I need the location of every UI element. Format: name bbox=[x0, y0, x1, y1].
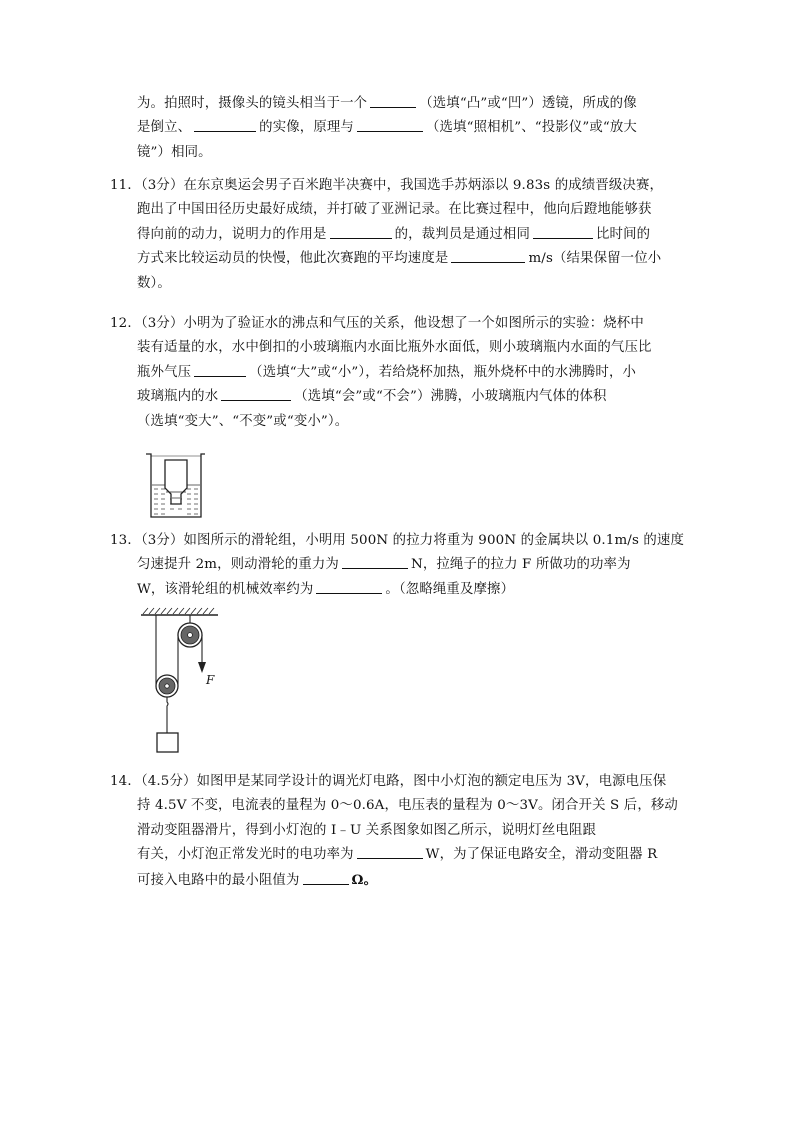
answer-blank-q11-2[interactable] bbox=[533, 224, 593, 239]
q11-line-1 bbox=[110, 174, 685, 198]
question-number: 14． bbox=[110, 774, 141, 789]
q10-text: （选填“凸”或“凹”）透镜，所成的像 bbox=[419, 96, 637, 111]
q14-line-1 bbox=[110, 770, 685, 794]
question-10-continued bbox=[110, 92, 685, 165]
force-arrow-icon bbox=[198, 662, 206, 673]
q14-line-4 bbox=[110, 843, 685, 867]
question-13 bbox=[110, 529, 685, 602]
question-score: （3分） bbox=[140, 178, 184, 193]
q12-text: （选填“会”或“不会”）沸腾，小玻璃瓶内气体的体积 bbox=[294, 389, 607, 405]
q13-text: W，该滑轮组的机械效率约为 bbox=[137, 581, 314, 597]
question-11 bbox=[110, 174, 685, 296]
pulley-system-figure bbox=[138, 607, 222, 757]
q10-line-2 bbox=[110, 116, 685, 140]
answer-blank-q12-1[interactable] bbox=[194, 362, 246, 377]
fixed-pulley-icon bbox=[178, 623, 202, 647]
answer-blank-q14-3[interactable] bbox=[303, 870, 349, 885]
q10-line-1 bbox=[110, 92, 685, 116]
answer-blank-q10-1[interactable] bbox=[370, 93, 416, 108]
force-label: F bbox=[206, 673, 215, 687]
q10-text: 的实像，原理与 bbox=[259, 120, 354, 136]
q12-line-3 bbox=[110, 361, 685, 385]
answer-blank-q11-3[interactable] bbox=[451, 248, 525, 263]
q11-text: 比时间的 bbox=[595, 226, 651, 242]
q12-line-2: 装有适量的水，水中倒扣的小玻璃瓶内水面比瓶外水面低，则小玻璃瓶内水面的气压比 bbox=[137, 340, 652, 356]
q11-text: m/s（结果保留一位小 bbox=[528, 251, 662, 267]
q12-line-4 bbox=[110, 385, 685, 409]
q13-text: 。（忽略绳重及摩擦） bbox=[385, 581, 515, 597]
movable-pulley-icon bbox=[156, 675, 178, 697]
question-score: （4.5分） bbox=[140, 774, 197, 789]
answer-blank-q14-2[interactable] bbox=[357, 844, 423, 859]
answer-blank-q10-3[interactable] bbox=[357, 117, 423, 132]
q12-line-5: （选填“变大”、“不变”或“变小”）。 bbox=[137, 413, 349, 429]
q14-line-2: 持 4.5V 不变，电流表的量程为 0～0.6A，电压表的量程为 0～3V。闭合开关 S 后，移动 bbox=[137, 798, 678, 814]
question-score: （3分） bbox=[140, 533, 184, 548]
q10-text: 为。拍照时，摄像头的镜头相当于一个 bbox=[137, 96, 368, 111]
ceiling-icon bbox=[141, 608, 218, 615]
answer-blank-q12-2[interactable] bbox=[221, 386, 291, 401]
q13-line-2 bbox=[110, 553, 685, 577]
q12-text: 小明为了验证水的沸点和气压的关系，他设想了一个如图所示的实验：烧杯中 bbox=[183, 316, 644, 331]
answer-blank-q11-1[interactable] bbox=[330, 224, 392, 239]
q11-line-3 bbox=[110, 223, 685, 247]
q11-text: 的，裁判员是通过相同 bbox=[394, 226, 530, 242]
q11-text: 在东京奥运会男子百米跑半决赛中，我国选手苏炳添以 9.83s 的成绩晋级决赛， bbox=[183, 178, 664, 193]
q11-text: 方式来比较运动员的快慢，他此次赛跑的平均速度是 bbox=[137, 251, 449, 267]
answer-blank-q13-1[interactable] bbox=[342, 554, 408, 569]
answer-blank-q13-2[interactable] bbox=[316, 579, 382, 594]
q10-text: 是倒立、 bbox=[137, 120, 192, 136]
q14-text: 如图甲是某同学设计的调光灯电路，图中小灯泡的额定电压为 3V，电源电压保 bbox=[196, 774, 667, 789]
inverted-bottle-icon bbox=[165, 460, 187, 504]
q14-text: W，为了保证电路安全，滑动变阻器 R bbox=[425, 847, 658, 863]
q12-line-1 bbox=[110, 312, 685, 336]
q11-text: 得向前的动力，说明力的作用是 bbox=[137, 226, 327, 242]
q13-text: N，拉绳子的拉力 F 所做功的功率为 bbox=[410, 557, 631, 573]
q12-text: 瓶外气压 bbox=[137, 364, 192, 380]
q12-text: 玻璃瓶内的水 bbox=[137, 389, 219, 405]
answer-blank-q10-2[interactable] bbox=[194, 117, 256, 132]
q10-text: （选填“照相机”、“投影仪”或“放大 bbox=[425, 120, 637, 136]
question-number: 13． bbox=[110, 533, 141, 548]
q14-text: 可接入电路中的最小阻值为 bbox=[137, 872, 300, 888]
hook-rope bbox=[167, 697, 168, 733]
question-12 bbox=[110, 312, 685, 434]
q14-text: 滑动变阻器滑片，得到小灯泡的 I﹣U 关系图象如图乙所示，说明灯丝电阻跟 bbox=[137, 822, 596, 838]
question-number: 11． bbox=[110, 178, 141, 193]
question-score: （3分） bbox=[140, 316, 184, 331]
q11-line-4 bbox=[110, 247, 685, 271]
q13-text: 如图所示的滑轮组，小明用 500N 的拉力将重为 900N 的金属块以 0.1m/s 的速度 bbox=[183, 533, 685, 548]
q14-line-5 bbox=[110, 868, 685, 893]
beaker-bottle-figure bbox=[143, 452, 207, 520]
q14-text: 有关，小灯泡正常发光时的电功率为 bbox=[137, 847, 354, 863]
q13-line-1 bbox=[110, 529, 685, 553]
q11-line-5: 数）。 bbox=[137, 275, 171, 291]
q14-line-3 bbox=[110, 819, 685, 843]
q13-text: 匀速提升 2m，则动滑轮的重力为 bbox=[137, 557, 339, 573]
question-number: 12． bbox=[110, 316, 141, 331]
q14-text: Ω。 bbox=[351, 871, 378, 888]
question-14 bbox=[110, 770, 685, 893]
q12-text: （选填“大”或“小”），若给烧杯加热，瓶外烧杯中的水沸腾时，小 bbox=[249, 364, 637, 380]
q13-line-3 bbox=[110, 578, 685, 602]
q10-line-3: 镜”）相同。 bbox=[137, 144, 212, 160]
q11-line-2: 跑出了中国田径历史最好成绩，并打破了亚洲记录。在比赛过程中，他向后蹬地能够获 bbox=[137, 202, 652, 218]
metal-block-icon bbox=[157, 733, 178, 752]
